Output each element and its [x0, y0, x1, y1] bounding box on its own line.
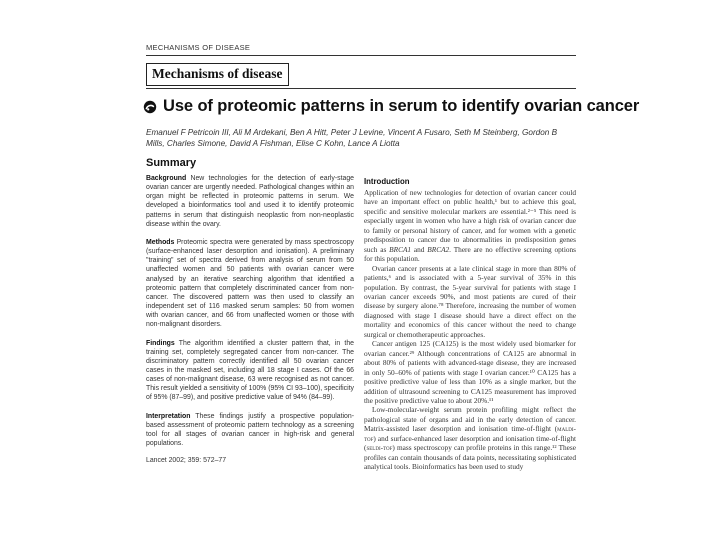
summary-interpretation: [146, 412, 354, 449]
gene-brca1: BRCA1: [389, 244, 412, 254]
summary-heading: Summary: [146, 157, 197, 169]
summary-findings: [146, 339, 354, 403]
seldi-tof-term: seldi-tof: [366, 443, 393, 453]
findings-text: The algorithm identified a cluster pattern that, in the training set, completely segregated cancer from non-cancer. The discriminatory pattern correctly identified all 50 ovarian cancer cases in the masked set, including all 18 stage I cases. Of the 66 cases of non-malignant disease, 63 were recognised as not cancer. This result yielded a sensitivity of 100% (95% CI 93–100), specificity of 95% (87–99), and positive predictive value of 94% (84–99).: [146, 339, 354, 402]
intro-paragraph-1: [364, 188, 576, 264]
gene-brca2: BRCA2: [427, 244, 450, 254]
intro-p1-and: and: [411, 244, 428, 254]
summary-column: [146, 174, 354, 464]
section-label: Mechanisms of disease: [146, 63, 289, 86]
article-title: Use of proteomic patterns in serum to identify ovarian cancer: [163, 97, 640, 115]
author-list: Emanuel F Petricoin III, Ali M Ardekani, Ben A Hitt, Peter J Levine, Vincent A Fusaro, Seth M Steinberg, Gordon B Mills, Charles Simone, David A Fishman, Elise C Kohn, Lance A Liotta: [146, 128, 558, 148]
intro-paragraph-3: Cancer antigen 125 (CA125) is the most widely used biomarker for ovarian cancer.²⁹ Although concentrations of CA125 are abnormal in about 80% of patients with advanced-stage disease, they are increased in only 50–60% of patients with stage I ovarian cancer.¹⁰ CA125 has a positive predictive value of less than 10% as a single marker, but the addition of ultrasound screening to CA125 measurement has improved the positive predictive value to about 20%.¹¹: [364, 339, 576, 405]
intro-p1-end: . There are no effective screening options for this population.: [364, 244, 576, 264]
maldi-tof-term: maldi-tof: [364, 424, 576, 443]
title-row: [143, 97, 639, 116]
running-head: MECHANISMS OF DISEASE: [146, 43, 251, 52]
findings-label: Findings: [146, 339, 175, 347]
methods-text: Proteomic spectra were generated by mass spectroscopy (surface-enhanced laser desorption and ionisation). A preliminary "training" set of spectra derived from analysis of serum from 50 unaffected women and 50 patients with ovarian cancer were analysed by an iterative searching algorithm that identified a proteomic pattern that completely discriminated cancer from non-cancer. The discovered pattern was then used to classify an independent set of 116 masked serum samples: 50 from women with ovarian cancer, and 66 from unaffected women or those with non-malignant disorders.: [146, 238, 354, 329]
intro-paragraph-2: Ovarian cancer presents at a late clinical stage in more than 80% of patients,⁶ and is associated with a 5-year survival of 35% in this population. By contrast, the 5-year survival for patients with stage I ovarian cancer exceeds 90%, and most patients are cured of their disease by surgery alone.⁷⁸ Therefore, increasing the number of women diagnosed with stage I disease should have a direct effect on the mortality and economics of this cancer without the need to change surgical or chemotherapeutic approaches.: [364, 263, 576, 339]
intro-p4-c: ) mass spectroscopy can profile proteins in this range.¹² These profiles can contain thousands of data points, necessitating sophisticated analytical tools. Bioinformatics has been used to study: [364, 443, 576, 472]
intro-p4-a: Low-molecular-weight serum protein profiling might reflect the pathological state of organs and aid in the early detection of cancer. Matrix-assisted laser desorption and ionisation time-of-flight (: [364, 405, 576, 434]
intro-paragraph-4: [364, 405, 576, 471]
intro-p4-b: ) and surface-enhanced laser desorption and ionisation time-of-flight (: [364, 433, 576, 453]
introduction-heading: Introduction: [364, 177, 410, 186]
header-rule: [146, 55, 576, 56]
summary-background: [146, 174, 354, 229]
methods-label: Methods: [146, 238, 175, 246]
background-text: New technologies for the detection of early-stage ovarian cancer are urgently needed. Pathological changes within an organ might be reflected in proteomic patterns in serum. We developed a bioinformatics tool and used it to identify proteomic patterns in serum that distinguish neoplastic from non-neoplastic disease within the ovary.: [146, 175, 354, 228]
interpretation-label: Interpretation: [146, 412, 191, 420]
background-label: Background: [146, 175, 187, 182]
summary-methods: [146, 238, 354, 330]
section-rule: [146, 88, 576, 89]
introduction-column: [364, 174, 576, 472]
interpretation-text: These findings justify a prospective population-based assessment of proteomic pattern technology as a screening tool for all stages of ovarian cancer in high-risk and general populations.: [146, 412, 354, 448]
intro-p1-text: Application of new technologies for detection of ovarian cancer could have an important effect on public health,¹ but to achieve this goal, specific and sensitive molecular markers are essential.²⁻⁵ This need is especially urgent in women who have a high risk of ovarian cancer due to family or personal history of cancer, and for women with a genetic predisposition to cancer due to abnormalities in predisposition genes such as: [364, 188, 576, 254]
citation: Lancet 2002; 359: 572–77: [146, 457, 227, 465]
open-access-icon: [143, 100, 157, 114]
